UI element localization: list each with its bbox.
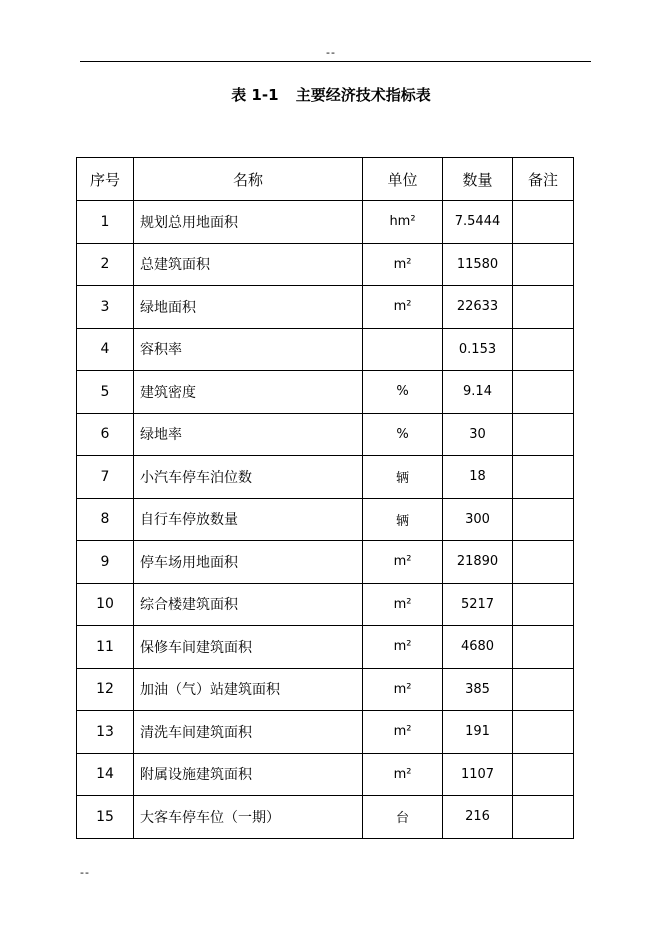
cell-unit: m²	[363, 668, 443, 711]
cell-note	[513, 796, 574, 839]
cell-unit: m²	[363, 286, 443, 329]
cell-name: 停车场用地面积	[134, 541, 363, 584]
cell-name: 保修车间建筑面积	[134, 626, 363, 669]
cell-note	[513, 328, 574, 371]
cell-name: 自行车停放数量	[134, 498, 363, 541]
cell-index: 6	[77, 413, 134, 456]
header-note: 备注	[513, 158, 574, 201]
cell-note	[513, 711, 574, 754]
cell-quantity: 4680	[443, 626, 513, 669]
cell-index: 2	[77, 243, 134, 286]
cell-index: 3	[77, 286, 134, 329]
cell-name: 规划总用地面积	[134, 201, 363, 244]
table-row	[77, 328, 574, 371]
cell-note	[513, 541, 574, 584]
cell-unit	[363, 328, 443, 371]
cell-name: 附属设施建筑面积	[134, 753, 363, 796]
cell-name: 容积率	[134, 328, 363, 371]
cell-note	[513, 413, 574, 456]
cell-index: 1	[77, 201, 134, 244]
cell-note	[513, 286, 574, 329]
cell-unit: m²	[363, 711, 443, 754]
cell-name: 清洗车间建筑面积	[134, 711, 363, 754]
cell-unit: m²	[363, 753, 443, 796]
table-row	[77, 796, 574, 839]
cell-index: 11	[77, 626, 134, 669]
cell-quantity: 1107	[443, 753, 513, 796]
cell-index: 5	[77, 371, 134, 414]
kpi-table	[76, 157, 574, 839]
cell-index: 10	[77, 583, 134, 626]
cell-unit: m²	[363, 583, 443, 626]
header-unit: 单位	[363, 158, 443, 201]
cell-note	[513, 201, 574, 244]
cell-index: 9	[77, 541, 134, 584]
cell-quantity: 7.5444	[443, 201, 513, 244]
table-header-row	[77, 158, 574, 201]
header-name: 名称	[134, 158, 363, 201]
cell-note	[513, 753, 574, 796]
table-row	[77, 371, 574, 414]
cell-note	[513, 668, 574, 711]
table-row	[77, 753, 574, 796]
cell-quantity: 0.153	[443, 328, 513, 371]
cell-quantity: 22633	[443, 286, 513, 329]
cell-unit: hm²	[363, 201, 443, 244]
cell-quantity: 5217	[443, 583, 513, 626]
cell-unit: %	[363, 413, 443, 456]
cell-index: 13	[77, 711, 134, 754]
cell-note	[513, 583, 574, 626]
table-title-text: 主要经济技术指标表	[295, 86, 431, 104]
cell-name: 绿地率	[134, 413, 363, 456]
cell-index: 14	[77, 753, 134, 796]
cell-name: 绿地面积	[134, 286, 363, 329]
table-number: 表 1-1	[231, 86, 279, 104]
table-row	[77, 583, 574, 626]
table-row	[77, 201, 574, 244]
cell-note	[513, 626, 574, 669]
cell-name: 加油（气）站建筑面积	[134, 668, 363, 711]
table-row	[77, 498, 574, 541]
cell-note	[513, 371, 574, 414]
cell-quantity: 300	[443, 498, 513, 541]
table-row	[77, 668, 574, 711]
cell-unit: m²	[363, 626, 443, 669]
cell-unit: 辆	[363, 456, 443, 499]
cell-quantity: 191	[443, 711, 513, 754]
header-index: 序号	[77, 158, 134, 201]
cell-quantity: 9.14	[443, 371, 513, 414]
cell-note	[513, 243, 574, 286]
table-row	[77, 541, 574, 584]
cell-quantity: 18	[443, 456, 513, 499]
cell-quantity: 385	[443, 668, 513, 711]
cell-name: 小汽车停车泊位数	[134, 456, 363, 499]
table-row	[77, 456, 574, 499]
header-quantity: 数量	[443, 158, 513, 201]
cell-unit: 台	[363, 796, 443, 839]
table-row	[77, 286, 574, 329]
cell-index: 15	[77, 796, 134, 839]
cell-quantity: 216	[443, 796, 513, 839]
cell-index: 4	[77, 328, 134, 371]
cell-unit: %	[363, 371, 443, 414]
cell-unit: 辆	[363, 498, 443, 541]
cell-unit: m²	[363, 243, 443, 286]
cell-index: 8	[77, 498, 134, 541]
table-row	[77, 626, 574, 669]
cell-unit: m²	[363, 541, 443, 584]
cell-quantity: 11580	[443, 243, 513, 286]
cell-name: 大客车停车位（一期）	[134, 796, 363, 839]
header-mark: --	[326, 46, 336, 59]
footer-mark: --	[80, 866, 90, 879]
table-row	[77, 413, 574, 456]
cell-name: 综合楼建筑面积	[134, 583, 363, 626]
cell-index: 7	[77, 456, 134, 499]
cell-index: 12	[77, 668, 134, 711]
table-row	[77, 711, 574, 754]
cell-quantity: 21890	[443, 541, 513, 584]
header-rule	[80, 61, 591, 62]
cell-note	[513, 456, 574, 499]
table-row	[77, 243, 574, 286]
cell-name: 总建筑面积	[134, 243, 363, 286]
cell-quantity: 30	[443, 413, 513, 456]
cell-note	[513, 498, 574, 541]
cell-name: 建筑密度	[134, 371, 363, 414]
table-title	[0, 84, 662, 105]
